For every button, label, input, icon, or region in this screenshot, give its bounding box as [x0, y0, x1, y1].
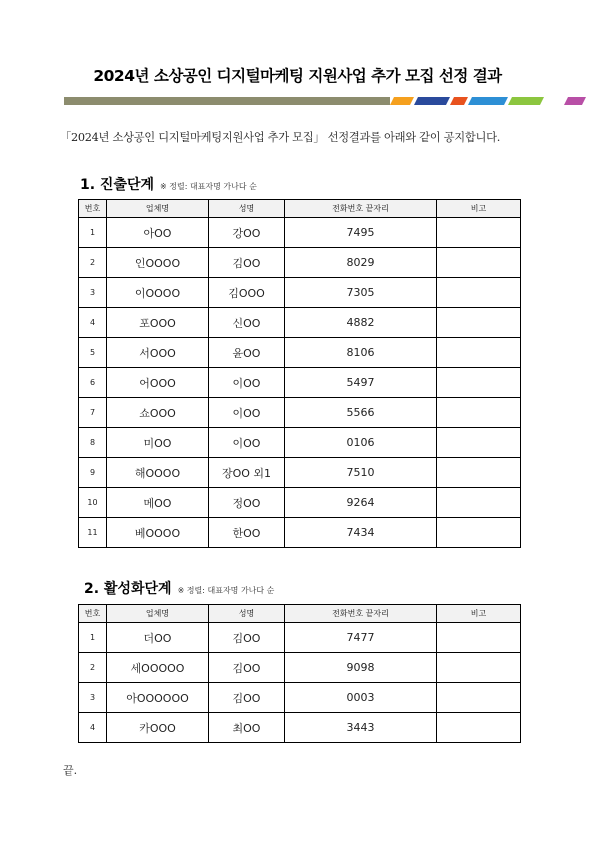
table-row: [79, 428, 521, 458]
section-2-heading: 2. 활성화단계: [84, 581, 172, 597]
cell-remark: [437, 428, 521, 458]
section-1-sort-note: ※ 정렬: 대표자명 가나다 순: [160, 182, 257, 191]
cell-company: 서OOO: [107, 338, 209, 368]
title-color-bar: [64, 97, 530, 105]
cell-company: 포OOO: [107, 308, 209, 338]
cell-number: 7: [79, 398, 107, 428]
bar-segment-purple: [564, 97, 586, 105]
cell-name: 정OO: [209, 488, 285, 518]
section-2-header: [84, 578, 274, 598]
cell-phone: 7510: [285, 458, 437, 488]
table-row: [79, 218, 521, 248]
cell-phone: 8029: [285, 248, 437, 278]
table-row: [79, 518, 521, 548]
table-header-row: [79, 605, 521, 623]
cell-number: 8: [79, 428, 107, 458]
cell-name: 이OO: [209, 368, 285, 398]
cell-remark: [437, 488, 521, 518]
cell-number: 5: [79, 338, 107, 368]
cell-number: 2: [79, 653, 107, 683]
intro-text: 「2024년 소상공인 디지털마케팅지원사업 추가 모집」 선정결과를 아래와 같이 공지합니다.: [60, 131, 501, 144]
cell-company: 해OOOO: [107, 458, 209, 488]
cell-phone: 7477: [285, 623, 437, 653]
column-header-number: 번호: [79, 200, 107, 218]
table-row: [79, 683, 521, 713]
cell-name: 김OO: [209, 653, 285, 683]
column-header-name: 성명: [209, 200, 285, 218]
cell-name: 이OO: [209, 428, 285, 458]
cell-remark: [437, 713, 521, 743]
table-row: [79, 623, 521, 653]
cell-remark: [437, 398, 521, 428]
cell-number: 9: [79, 458, 107, 488]
cell-name: 신OO: [209, 308, 285, 338]
cell-phone: 9098: [285, 653, 437, 683]
cell-remark: [437, 338, 521, 368]
table-row: [79, 653, 521, 683]
cell-phone: 5497: [285, 368, 437, 398]
cell-phone: 4882: [285, 308, 437, 338]
column-header-company: 업체명: [107, 200, 209, 218]
cell-number: 4: [79, 713, 107, 743]
cell-phone: 9264: [285, 488, 437, 518]
cell-number: 3: [79, 278, 107, 308]
bar-segment-olive: [64, 97, 390, 105]
section-1-table: [78, 199, 521, 548]
cell-number: 6: [79, 368, 107, 398]
cell-phone: 7305: [285, 278, 437, 308]
cell-remark: [437, 518, 521, 548]
cell-company: 베OOOO: [107, 518, 209, 548]
cell-company: 인OOOO: [107, 248, 209, 278]
column-header-number: 번호: [79, 605, 107, 623]
cell-phone: 0003: [285, 683, 437, 713]
cell-name: 한OO: [209, 518, 285, 548]
cell-remark: [437, 248, 521, 278]
cell-company: 어OOO: [107, 368, 209, 398]
cell-number: 11: [79, 518, 107, 548]
bar-segment-blue: [468, 97, 508, 105]
cell-number: 10: [79, 488, 107, 518]
cell-number: 2: [79, 248, 107, 278]
cell-remark: [437, 653, 521, 683]
bar-segment-navy: [414, 97, 450, 105]
cell-remark: [437, 623, 521, 653]
cell-number: 1: [79, 623, 107, 653]
cell-name: 김OO: [209, 683, 285, 713]
cell-phone: 3443: [285, 713, 437, 743]
bar-segment-green: [508, 97, 544, 105]
section-1-header: [80, 174, 257, 194]
section-2-table: [78, 604, 521, 743]
page-title: 2024년 소상공인 디지털마케팅 지원사업 추가 모집 선정 결과: [93, 67, 502, 85]
cell-company: 쇼OOO: [107, 398, 209, 428]
cell-company: 아OOOOOO: [107, 683, 209, 713]
cell-company: 세OOOOO: [107, 653, 209, 683]
column-header-remark: 비고: [437, 200, 521, 218]
table-row: [79, 308, 521, 338]
bar-segment-orange: [390, 97, 414, 105]
table-row: [79, 338, 521, 368]
cell-company: 미OO: [107, 428, 209, 458]
table-header-row: [79, 200, 521, 218]
cell-company: 메OO: [107, 488, 209, 518]
section-1-heading: 1. 진출단계: [80, 177, 155, 193]
cell-name: 김OO: [209, 248, 285, 278]
cell-name: 장OO 외1: [209, 458, 285, 488]
cell-company: 더OO: [107, 623, 209, 653]
column-header-phone: 전화번호 끝자리: [285, 605, 437, 623]
cell-company: 이OOOO: [107, 278, 209, 308]
closing-mark: 끝.: [63, 764, 78, 777]
table-row: [79, 278, 521, 308]
column-header-company: 업체명: [107, 605, 209, 623]
column-header-name: 성명: [209, 605, 285, 623]
column-header-phone: 전화번호 끝자리: [285, 200, 437, 218]
cell-name: 윤OO: [209, 338, 285, 368]
section-2-sort-note: ※ 정렬: 대표자명 가나다 순: [177, 586, 275, 595]
cell-number: 1: [79, 218, 107, 248]
cell-phone: 5566: [285, 398, 437, 428]
table-row: [79, 398, 521, 428]
cell-name: 김OO: [209, 623, 285, 653]
cell-company: 아OO: [107, 218, 209, 248]
table-row: [79, 368, 521, 398]
bar-segment-red: [450, 97, 468, 105]
cell-remark: [437, 458, 521, 488]
cell-number: 4: [79, 308, 107, 338]
table-row: [79, 713, 521, 743]
table-row: [79, 248, 521, 278]
cell-remark: [437, 683, 521, 713]
cell-name: 최OO: [209, 713, 285, 743]
cell-phone: 8106: [285, 338, 437, 368]
table-row: [79, 488, 521, 518]
cell-remark: [437, 308, 521, 338]
cell-remark: [437, 368, 521, 398]
table-row: [79, 458, 521, 488]
cell-number: 3: [79, 683, 107, 713]
column-header-remark: 비고: [437, 605, 521, 623]
cell-name: 이OO: [209, 398, 285, 428]
cell-remark: [437, 278, 521, 308]
cell-phone: 0106: [285, 428, 437, 458]
cell-name: 김OOO: [209, 278, 285, 308]
cell-phone: 7434: [285, 518, 437, 548]
cell-company: 카OOO: [107, 713, 209, 743]
cell-phone: 7495: [285, 218, 437, 248]
cell-name: 강OO: [209, 218, 285, 248]
cell-remark: [437, 218, 521, 248]
